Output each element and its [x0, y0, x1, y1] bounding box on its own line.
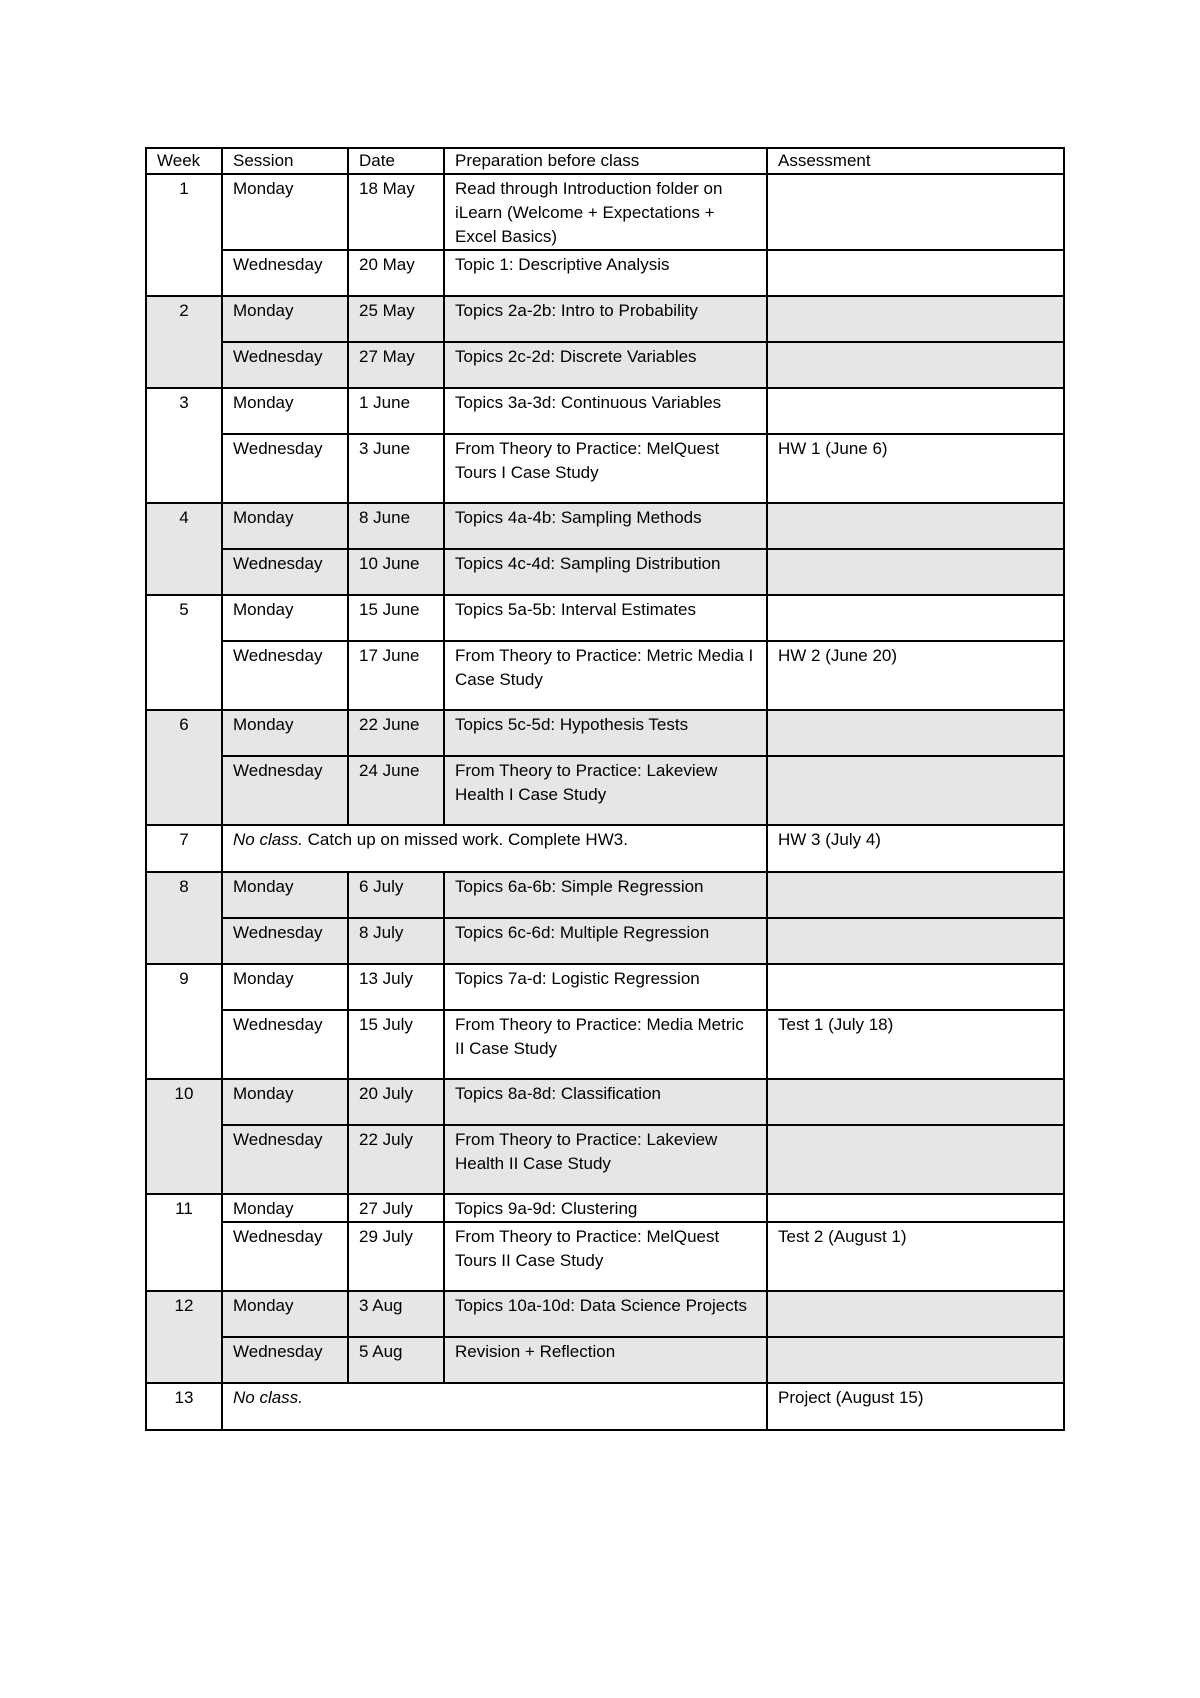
session-row: [146, 250, 1064, 296]
preparation-cell: Topics 10a-10d: Data Science Projects: [444, 1291, 767, 1337]
session-row: [146, 388, 1064, 434]
session-row: [146, 296, 1064, 342]
assessment-cell: [767, 1291, 1064, 1337]
header-preparation: Preparation before class: [444, 148, 767, 174]
assessment-cell: [767, 872, 1064, 918]
session-cell: Wednesday: [222, 918, 348, 964]
week-number: 8: [146, 872, 222, 964]
week-number: 1: [146, 174, 222, 296]
date-cell: 20 July: [348, 1079, 444, 1125]
session-cell: Monday: [222, 710, 348, 756]
no-class-label: No class.: [233, 830, 303, 849]
preparation-cell: Topics 5a-5b: Interval Estimates: [444, 595, 767, 641]
date-cell: 5 Aug: [348, 1337, 444, 1383]
date-cell: 24 June: [348, 756, 444, 825]
preparation-cell: From Theory to Practice: MelQuest Tours II Case Study: [444, 1222, 767, 1291]
session-row: [146, 710, 1064, 756]
session-row: [146, 342, 1064, 388]
session-row: [146, 595, 1064, 641]
assessment-cell: [767, 595, 1064, 641]
preparation-cell: From Theory to Practice: Media Metric II Case Study: [444, 1010, 767, 1079]
session-row: [146, 918, 1064, 964]
week-number: 3: [146, 388, 222, 503]
assessment-cell: Test 2 (August 1): [767, 1222, 1064, 1291]
session-row: [146, 434, 1064, 503]
date-cell: 29 July: [348, 1222, 444, 1291]
date-cell: 22 June: [348, 710, 444, 756]
session-cell: Monday: [222, 503, 348, 549]
header-row: [146, 148, 1064, 174]
date-cell: 8 July: [348, 918, 444, 964]
session-row: [146, 174, 1064, 250]
date-cell: 25 May: [348, 296, 444, 342]
date-cell: 3 Aug: [348, 1291, 444, 1337]
session-cell: Monday: [222, 1079, 348, 1125]
assessment-cell: [767, 918, 1064, 964]
assessment-cell: [767, 1337, 1064, 1383]
assessment-cell: [767, 756, 1064, 825]
assessment-cell: [767, 342, 1064, 388]
session-cell: Monday: [222, 296, 348, 342]
date-cell: 20 May: [348, 250, 444, 296]
preparation-cell: Topics 2c-2d: Discrete Variables: [444, 342, 767, 388]
session-row: [146, 1222, 1064, 1291]
session-row: [146, 756, 1064, 825]
session-row: [146, 1010, 1064, 1079]
week-row: [146, 1383, 1064, 1430]
week-number: 9: [146, 964, 222, 1079]
date-cell: 15 June: [348, 595, 444, 641]
week-number: 13: [146, 1383, 222, 1430]
session-row: [146, 964, 1064, 1010]
assessment-cell: HW 1 (June 6): [767, 434, 1064, 503]
date-cell: 15 July: [348, 1010, 444, 1079]
preparation-cell: Topics 3a-3d: Continuous Variables: [444, 388, 767, 434]
session-row: [146, 1337, 1064, 1383]
session-row: [146, 1291, 1064, 1337]
session-cell: Wednesday: [222, 434, 348, 503]
week-row: [146, 825, 1064, 872]
assessment-cell: [767, 1194, 1064, 1222]
date-cell: 22 July: [348, 1125, 444, 1194]
week-number: 10: [146, 1079, 222, 1194]
preparation-cell: Topics 8a-8d: Classification: [444, 1079, 767, 1125]
week-number: 6: [146, 710, 222, 825]
session-cell: Monday: [222, 872, 348, 918]
session-cell: Monday: [222, 174, 348, 250]
date-cell: 3 June: [348, 434, 444, 503]
date-cell: 1 June: [348, 388, 444, 434]
session-cell: Wednesday: [222, 1337, 348, 1383]
date-cell: 6 July: [348, 872, 444, 918]
assessment-cell: Project (August 15): [767, 1383, 1064, 1430]
preparation-cell: Read through Introduction folder on iLearn (Welcome + Expectations + Excel Basics): [444, 174, 767, 250]
session-cell: Wednesday: [222, 342, 348, 388]
session-cell: Wednesday: [222, 549, 348, 595]
assessment-cell: [767, 503, 1064, 549]
header-week: Week: [146, 148, 222, 174]
assessment-cell: [767, 549, 1064, 595]
session-row: [146, 1079, 1064, 1125]
preparation-cell: From Theory to Practice: Lakeview Health II Case Study: [444, 1125, 767, 1194]
preparation-cell: Topic 1: Descriptive Analysis: [444, 250, 767, 296]
session-cell: Monday: [222, 1194, 348, 1222]
session-row: [146, 872, 1064, 918]
session-cell: Wednesday: [222, 641, 348, 710]
session-row: [146, 1194, 1064, 1222]
no-class-label: No class.: [233, 1388, 303, 1407]
assessment-cell: [767, 388, 1064, 434]
session-cell: Monday: [222, 388, 348, 434]
no-class-detail: Catch up on missed work. Complete HW3.: [302, 830, 628, 849]
header-date: Date: [348, 148, 444, 174]
schedule-table: [145, 147, 1065, 1431]
date-cell: 13 July: [348, 964, 444, 1010]
assessment-cell: HW 3 (July 4): [767, 825, 1064, 872]
no-class-note: [222, 1383, 767, 1430]
preparation-cell: Topics 4a-4b: Sampling Methods: [444, 503, 767, 549]
preparation-cell: Topics 6c-6d: Multiple Regression: [444, 918, 767, 964]
assessment-cell: [767, 296, 1064, 342]
preparation-cell: Topics 7a-d: Logistic Regression: [444, 964, 767, 1010]
week-number: 2: [146, 296, 222, 388]
assessment-cell: HW 2 (June 20): [767, 641, 1064, 710]
session-cell: Wednesday: [222, 756, 348, 825]
assessment-cell: Test 1 (July 18): [767, 1010, 1064, 1079]
preparation-cell: Topics 4c-4d: Sampling Distribution: [444, 549, 767, 595]
session-cell: Wednesday: [222, 1222, 348, 1291]
schedule-body: [146, 174, 1064, 1430]
date-cell: 17 June: [348, 641, 444, 710]
week-number: 7: [146, 825, 222, 872]
header-assessment: Assessment: [767, 148, 1064, 174]
date-cell: 27 July: [348, 1194, 444, 1222]
week-number: 4: [146, 503, 222, 595]
session-cell: Monday: [222, 595, 348, 641]
assessment-cell: [767, 250, 1064, 296]
preparation-cell: From Theory to Practice: MelQuest Tours I Case Study: [444, 434, 767, 503]
preparation-cell: Topics 6a-6b: Simple Regression: [444, 872, 767, 918]
preparation-cell: From Theory to Practice: Metric Media I Case Study: [444, 641, 767, 710]
session-cell: Monday: [222, 1291, 348, 1337]
assessment-cell: [767, 964, 1064, 1010]
assessment-cell: [767, 710, 1064, 756]
preparation-cell: Revision + Reflection: [444, 1337, 767, 1383]
session-cell: Wednesday: [222, 250, 348, 296]
date-cell: 10 June: [348, 549, 444, 595]
date-cell: 8 June: [348, 503, 444, 549]
header-session: Session: [222, 148, 348, 174]
session-row: [146, 549, 1064, 595]
no-class-note: [222, 825, 767, 872]
date-cell: 27 May: [348, 342, 444, 388]
date-cell: 18 May: [348, 174, 444, 250]
session-row: [146, 503, 1064, 549]
session-cell: Wednesday: [222, 1125, 348, 1194]
session-row: [146, 641, 1064, 710]
preparation-cell: Topics 5c-5d: Hypothesis Tests: [444, 710, 767, 756]
session-row: [146, 1125, 1064, 1194]
week-number: 11: [146, 1194, 222, 1291]
assessment-cell: [767, 1125, 1064, 1194]
preparation-cell: Topics 9a-9d: Clustering: [444, 1194, 767, 1222]
preparation-cell: Topics 2a-2b: Intro to Probability: [444, 296, 767, 342]
preparation-cell: From Theory to Practice: Lakeview Health I Case Study: [444, 756, 767, 825]
session-cell: Monday: [222, 964, 348, 1010]
assessment-cell: [767, 1079, 1064, 1125]
week-number: 12: [146, 1291, 222, 1383]
week-number: 5: [146, 595, 222, 710]
session-cell: Wednesday: [222, 1010, 348, 1079]
assessment-cell: [767, 174, 1064, 250]
